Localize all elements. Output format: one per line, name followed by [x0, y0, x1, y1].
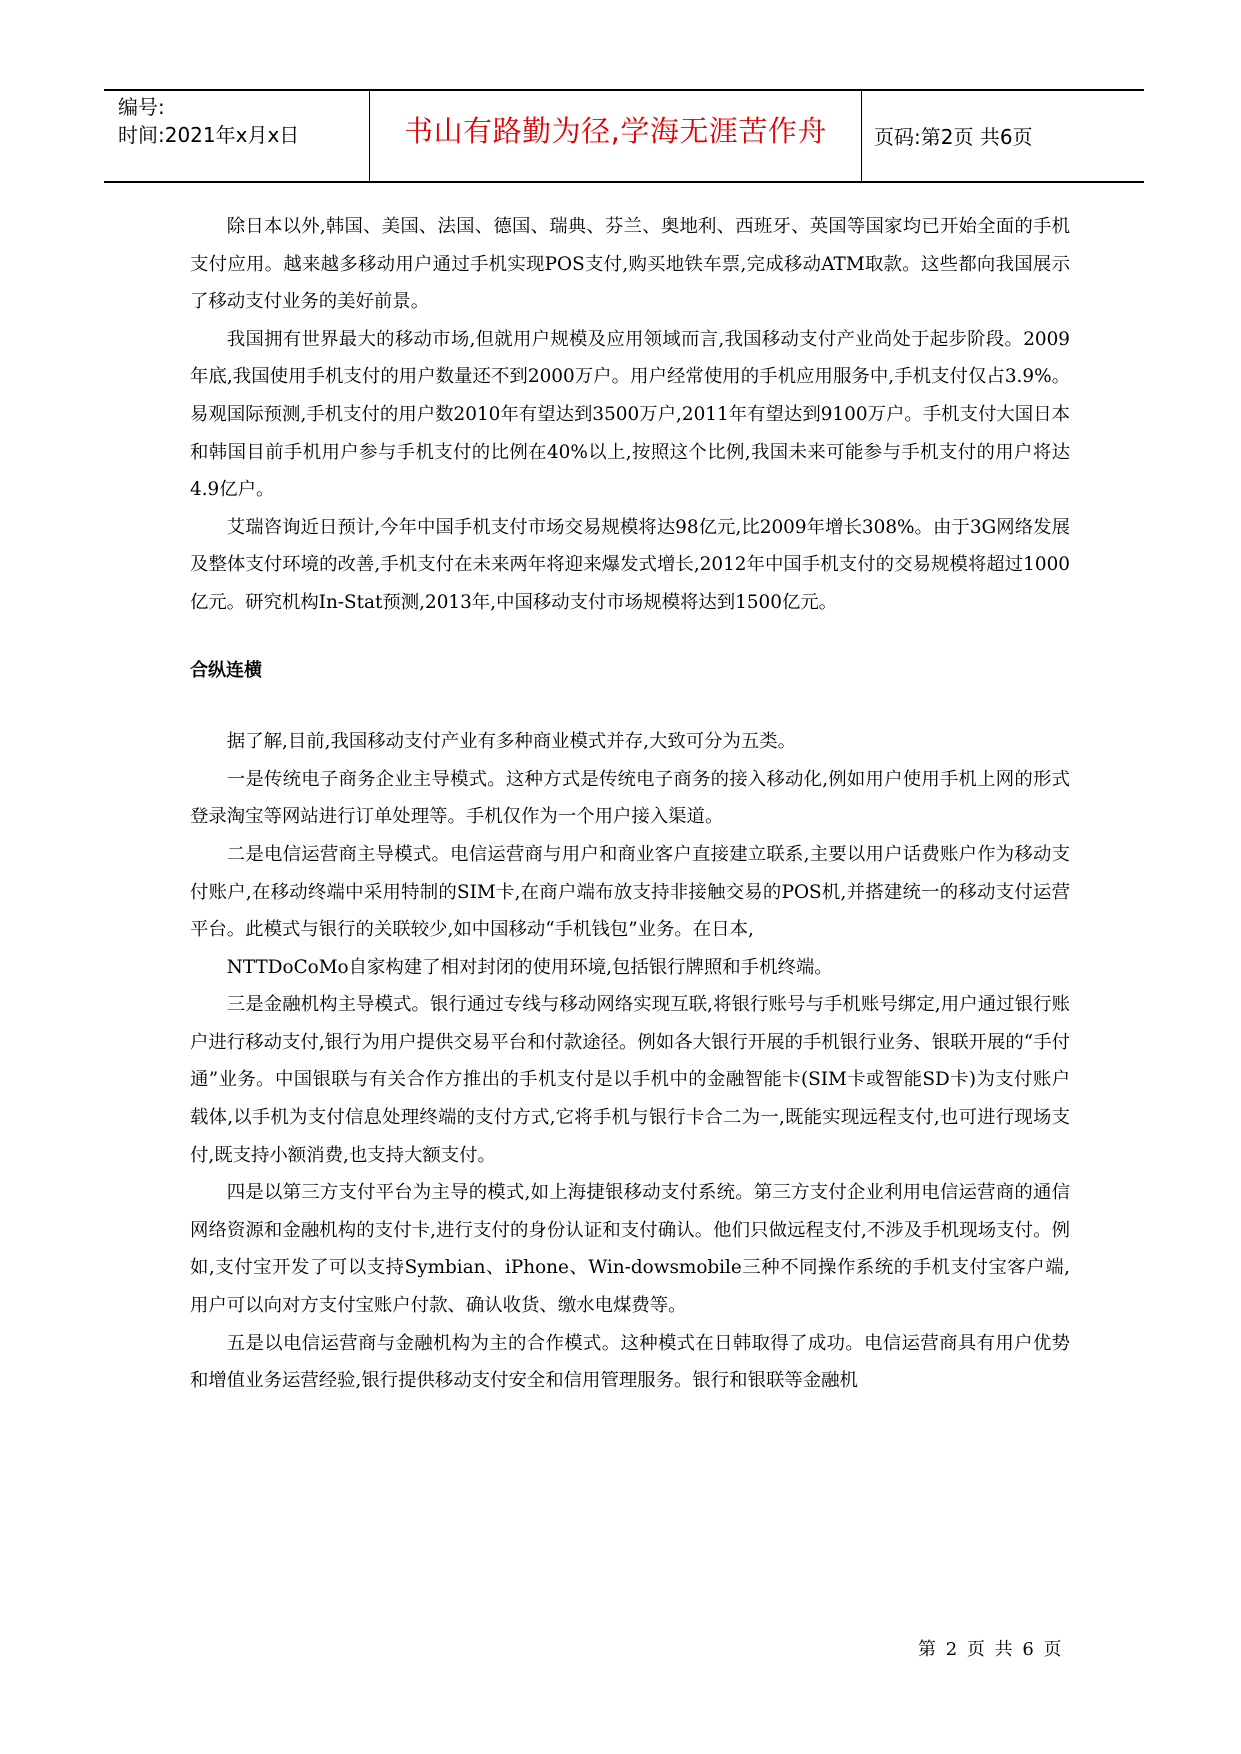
- header-page-info: 页码:第2页 共6页: [874, 125, 1033, 149]
- page-footer: 第 2 页 共 6 页: [918, 1639, 1064, 1660]
- paragraph: 据了解,目前,我国移动支付产业有多种商业模式并存,大致可分为五类。: [226, 731, 797, 753]
- paragraph: NTTDoCoMo自家构建了相对封闭的使用环境,包括银行牌照和手机终端。: [226, 956, 833, 978]
- paragraph: 三是金融机构主导模式。银行通过专线与移动网络实现互联,将银行账号与手机账号绑定,用户通过银行账户进行移动支付,银行为用户提供交易平台和付款途径。例如各大银行开展的手机银行业务、银联开展的“手付通”业务。中国银联与有关合作方推出的手机支付是以手机中的金融智能卡(SIM卡或智能SD卡)为支付账户载体,以手机为支付信息处理终端的支付方式,它将手机与银行卡合二为一,既能实现远程支付,也可进行现场支付,既支持小额消费,也支持大额支付。: [190, 994, 1070, 1166]
- header-divider-right: [861, 91, 862, 181]
- paragraph: 除日本以外,韩国、美国、法国、德国、瑞典、芬兰、奥地利、西班牙、英国等国家均已开始全面的手机支付应用。越来越多移动用户通过手机实现POS支付,购买地铁车票,完成移动ATM取款。这些都向我国展示了移动支付业务的美好前景。: [190, 216, 1070, 313]
- document-number-label: 编号:: [118, 95, 165, 119]
- paragraph: 一是传统电子商务企业主导模式。这种方式是传统电子商务的接入移动化,例如用户使用手机上网的形式登录淘宝等网站进行订单处理等。手机仅作为一个用户接入渠道。: [190, 768, 1070, 828]
- section-heading: 合纵连横: [190, 659, 262, 681]
- header-motto: 书山有路勤为径,学海无涯苦作舟: [404, 114, 827, 148]
- paragraph: 艾瑞咨询近日预计,今年中国手机支付市场交易规模将达98亿元,比2009年增长308%。由于3G网络发展及整体支付环境的改善,手机支付在未来两年将迎来爆发式增长,2012年中国手机支付的交易规模将超过1000亿元。研究机构In-Stat预测,2013年,中国移动支付市场规模将达到1500亿元。: [190, 516, 1070, 613]
- paragraph: 二是电信运营商主导模式。电信运营商与用户和商业客户直接建立联系,主要以用户话费账户作为移动支付账户,在移动终端中采用特制的SIM卡,在商户端布放支持非接触交易的POS机,并搭建统一的移动支付运营平台。此模式与银行的关联较少,如中国移动“手机钱包”业务。在日本,: [190, 843, 1070, 941]
- header-meta: [118, 93, 368, 149]
- paragraph: 我国拥有世界最大的移动市场,但就用户规模及应用领域而言,我国移动支付产业尚处于起步阶段。2009年底,我国使用手机支付的用户数量还不到2000万户。用户经常使用的手机应用服务中,手机支付仅占3.9%。易观国际预测,手机支付的用户数2010年有望达到3500万户,2011年有望达到9100万户。手机支付大国日本和韩国目前手机用户参与手机支付的比例在40%以上,按照这个比例,我国未来可能参与手机支付的用户将达4.9亿户。: [190, 328, 1070, 501]
- document-body: [190, 208, 1070, 1400]
- paragraph: 五是以电信运营商与金融机构为主的合作模式。这种模式在日韩取得了成功。电信运营商具有用户优势和增值业务运营经验,银行提供移动支付安全和信用管理服务。银行和银联等金融机: [190, 1332, 1070, 1392]
- paragraph: 四是以第三方支付平台为主导的模式,如上海捷银移动支付系统。第三方支付企业利用电信运营商的通信网络资源和金融机构的支付卡,进行支付的身份认证和支付确认。他们只做远程支付,不涉及手机现场支付。例如,支付宝开发了可以支持Symbian、iPhone、Win-dowsmobile三种不同操作系统的手机支付宝客户端,用户可以向对方支付宝账户付款、确认收货、缴水电煤费等。: [190, 1182, 1070, 1317]
- page-header: [104, 89, 1144, 183]
- document-time-label: 时间:2021年x月x日: [118, 123, 300, 147]
